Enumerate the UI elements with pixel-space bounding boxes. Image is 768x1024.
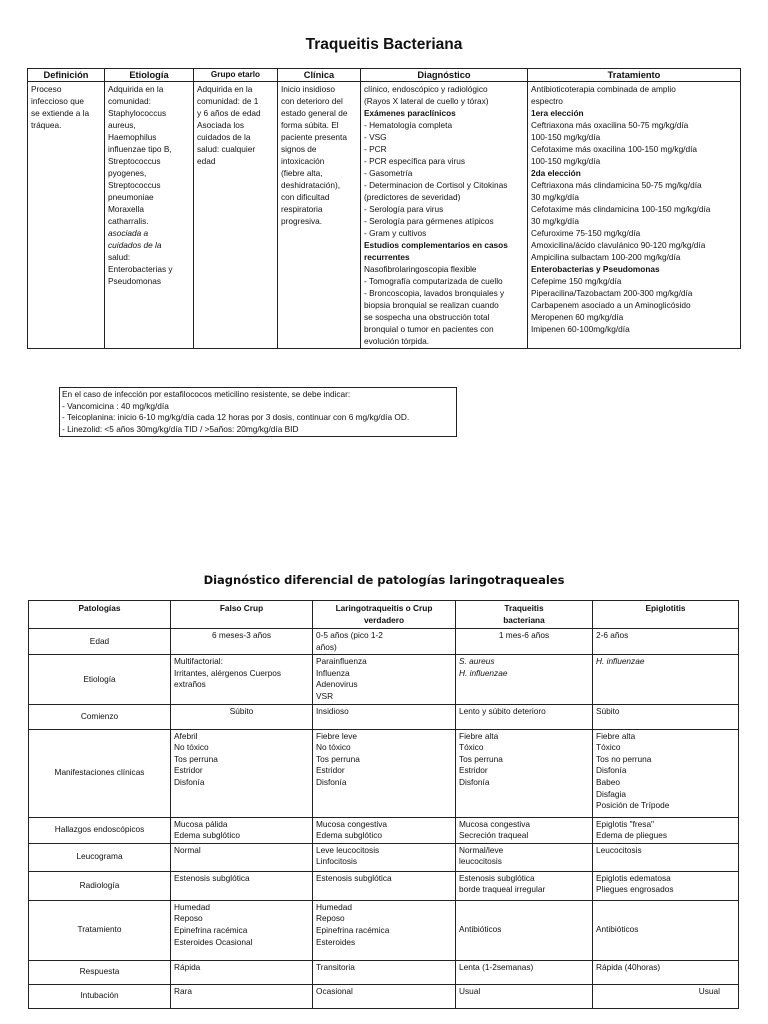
table-cell: [171, 984, 313, 1008]
cell-text-line: Disfonía: [174, 776, 205, 787]
cell-text-line: Laringotraqueitis o Crup: [335, 603, 433, 613]
cell-text-line: - VSG: [364, 132, 387, 142]
cell-text-line: Parainfluenza: [316, 656, 367, 667]
header-laringotraqueitis: [313, 601, 456, 629]
cell-clinica: [278, 82, 361, 349]
cell-text-line: pyogenes,: [108, 168, 147, 178]
table-cell: [593, 629, 739, 655]
cell-text-line: No tóxico: [316, 742, 351, 753]
row-label: Intubación: [29, 984, 171, 1008]
cell-text-line: progresiva.: [281, 216, 323, 226]
header-clinica: Clínica: [278, 69, 361, 82]
cell-text-line: - Gram y cultivos: [364, 228, 427, 238]
cell-text-line: Reposo: [316, 913, 345, 924]
table-cell: [593, 871, 739, 900]
table-cell: [313, 871, 456, 900]
cell-text-line: No tóxico: [174, 742, 209, 753]
cell-text-line: años): [316, 641, 337, 652]
cell-text-line: Staphylococcus: [108, 108, 167, 118]
cell-text-line: Antibióticos: [596, 924, 639, 935]
cell-text-line: - Teicoplanina: inicio 6-10 mg/kg/día cada 12 horas por 3 dosis, continuar con 6 mg/kg/día OD.: [62, 412, 410, 422]
cell-text-line: - Determinacion de Cortisol y Citokinas: [364, 180, 508, 190]
cell-text-line: Posición de Trípode: [596, 800, 670, 811]
cell-text-line: Antibioticoterapia combinada de amplio: [531, 84, 676, 94]
cell-text-line: Disfagia: [596, 788, 626, 799]
differential-diagnosis-title: Diagnóstico diferencial de patologías laringotraqueales: [203, 573, 565, 587]
cell-text-line: Epinefrina racémica: [174, 924, 248, 935]
cell-text-line: Leucocitosis: [596, 844, 642, 855]
cell-text-line: Insidioso: [316, 705, 349, 716]
cell-text-line: Cefotaxime más oxacilina 100-150 mg/kg/día: [531, 144, 698, 154]
cell-etiologia: [105, 82, 194, 349]
table-cell: [456, 817, 593, 843]
cell-text-line: Secreción traqueal: [459, 830, 529, 841]
table-cell: [456, 843, 593, 871]
cell-text-line: 100-150 mg/kg/día: [531, 156, 601, 166]
cell-text-line: H. influenzae: [596, 656, 645, 667]
header-diagnostico: Diagnóstico: [361, 69, 528, 82]
cell-text-line: Ocasional: [316, 985, 353, 996]
cell-text-line: intoxicación: [281, 156, 325, 166]
header-grupo-etario: Grupo etarlo: [194, 69, 278, 82]
table-cell: [171, 900, 313, 960]
row-label: Comienzo: [29, 704, 171, 729]
cell-text-line: comunidad:: [108, 96, 151, 106]
differential-diagnosis-table: [28, 600, 739, 1009]
table-cell: [313, 704, 456, 729]
table-row: [29, 984, 739, 1008]
cell-text-line: Tóxico: [596, 742, 621, 753]
cell-text-line: Adenovirus: [316, 679, 358, 690]
row-label: Etiología: [29, 655, 171, 704]
table-cell: [456, 629, 593, 655]
header-epiglotitis: [593, 601, 739, 629]
cell-text-line: 0-5 años (pico 1-2: [316, 630, 383, 640]
cell-text-line: Usual: [459, 985, 481, 996]
cell-text-line: Estudios complementarios en casos: [364, 240, 508, 250]
cell-text-line: estado general de: [281, 108, 348, 118]
cell-text-line: 6 meses-3 años: [211, 630, 272, 640]
cell-tratamiento: [528, 82, 741, 349]
cell-text-line: evolución tórpida.: [364, 336, 430, 346]
cell-text-line: borde traqueal irregular: [459, 884, 546, 895]
row-label: Tratamiento: [29, 900, 171, 960]
row-label: Edad: [29, 629, 171, 655]
cell-grupo-etario: [194, 82, 278, 349]
cell-text-line: Disfonía: [316, 776, 347, 787]
cell-text-line: Lento y súbito deterioro: [459, 705, 546, 716]
cell-text-line: Falso Crup: [219, 603, 264, 613]
cell-text-line: Edema subglótico: [174, 830, 240, 841]
table-cell: [456, 984, 593, 1008]
cell-text-line: Disfonía: [459, 776, 490, 787]
row-label: Leucograma: [29, 843, 171, 871]
cell-text-line: Enterobacterias y: [108, 264, 173, 274]
cell-text-line: Usual: [698, 985, 720, 996]
cell-text-line: signos de: [281, 144, 317, 154]
cell-text-line: (Rayos X lateral de cuello y tórax): [364, 96, 489, 106]
cell-text-line: influenzae tipo B,: [108, 144, 172, 154]
cell-text-line: Ampicilina sulbactam 100-200 mg/kg/día: [531, 252, 681, 262]
cell-text-line: Multifactorial:: [174, 656, 223, 667]
mrsa-treatment-note: [59, 387, 457, 437]
cell-text-line: Epiglotitis: [645, 603, 686, 613]
cell-text-line: Tos perruna: [459, 753, 503, 764]
table-cell: [171, 704, 313, 729]
cell-text-line: Estenosis subglótica: [174, 872, 250, 883]
cell-text-line: bacteriana: [503, 614, 545, 625]
cell-text-line: pneumoniae: [108, 192, 154, 202]
cell-text-line: respiratoria: [281, 204, 323, 214]
table-cell: [313, 629, 456, 655]
cell-text-line: Humedad: [316, 901, 352, 912]
table-cell: [313, 843, 456, 871]
cell-text-line: - Hematología completa: [364, 120, 453, 130]
cell-text-line: Mucosa congestiva: [459, 818, 531, 829]
cell-text-line: Súbito: [229, 705, 254, 716]
cell-text-line: Súbito: [596, 705, 620, 716]
cell-text-line: 2-6 años: [596, 630, 629, 640]
cell-text-line: Afebril: [174, 730, 198, 741]
cell-text-line: biopsia bronquial se realizan cuando: [364, 300, 499, 310]
table-cell: [593, 960, 739, 984]
cell-text-line: Fiebre leve: [316, 730, 358, 741]
table-cell: [456, 704, 593, 729]
cell-text-line: Esteroides Ocasional: [174, 936, 253, 947]
cell-text-line: Piperacilina/Tazobactam 200-300 mg/kg/día: [531, 288, 693, 298]
row-label: Respuesta: [29, 960, 171, 984]
cell-text-line: - Tomografía computarizada de cuello: [364, 276, 503, 286]
table-row: [28, 82, 741, 349]
cell-text-line: clínico, endoscópico y radiológico: [364, 84, 488, 94]
table-cell: [593, 984, 739, 1008]
cell-text-line: 30 mg/kg/día: [531, 192, 579, 202]
cell-text-line: 1era elección: [531, 108, 584, 118]
cell-text-line: (fiebre alta,: [281, 168, 323, 178]
cell-text-line: Normal: [174, 844, 201, 855]
cell-text-line: Asociada los: [197, 120, 245, 130]
cell-text-line: Irritantes, alérgenos Cuerpos: [174, 667, 281, 678]
cell-text-line: Influenza: [316, 667, 350, 678]
cell-text-line: - PCR específica para virus: [364, 156, 465, 166]
row-label: Hallazgos endoscópicos: [29, 817, 171, 843]
header-traqueitis-bacteriana: [456, 601, 593, 629]
cell-text-line: Tos perruna: [316, 753, 360, 764]
cell-text-line: Streptococcus: [108, 156, 161, 166]
table-cell: [313, 960, 456, 984]
cell-text-line: recurrentes: [364, 252, 410, 262]
cell-text-line: 2da elección: [531, 168, 581, 178]
table-row: [29, 960, 739, 984]
cell-text-line: tráquea.: [31, 120, 62, 130]
cell-text-line: Epiglotis "fresa": [596, 818, 655, 829]
cell-text-line: - Linezolid: <5 años 30mg/kg/día TID / >5años: 20mg/kg/día BID: [62, 423, 299, 434]
cell-text-line: Humedad: [174, 901, 210, 912]
table-cell: [456, 960, 593, 984]
cell-diagnostico: [361, 82, 528, 349]
cell-text-line: extraños: [174, 679, 206, 690]
cell-text-line: Edema subglótico: [316, 830, 382, 841]
table-cell: [456, 655, 593, 704]
table-row: [29, 629, 739, 655]
cell-text-line: VSR: [316, 690, 334, 701]
cell-text-line: Rápida (40horas): [596, 961, 661, 972]
cell-text-line: verdadero: [363, 614, 405, 625]
table-cell: [593, 817, 739, 843]
cell-text-line: con deterioro del: [281, 96, 343, 106]
table-cell: [593, 655, 739, 704]
table-row: [29, 729, 739, 817]
cell-text-line: En el caso de infección por estafilococos meticilino resistente, se debe indicar:: [62, 389, 351, 399]
cell-text-line: Epinefrina racémica: [316, 924, 390, 935]
cell-text-line: Ceftriaxona más clindamicina 50-75 mg/kg/día: [531, 180, 702, 190]
table-cell: [313, 655, 456, 704]
cell-text-line: deshidratación),: [281, 180, 341, 190]
table-cell: [593, 729, 739, 817]
table-cell: [593, 900, 739, 960]
cell-text-line: comunidad: de 1: [197, 96, 259, 106]
row-label: Radiología: [29, 871, 171, 900]
table-cell: [313, 984, 456, 1008]
cell-text-line: - PCR: [364, 144, 387, 154]
cell-text-line: se sospecha una obstrucción total: [364, 312, 490, 322]
cell-text-line: salud:: [108, 252, 131, 262]
cell-text-line: Meropenen 60 mg/kg/día: [531, 312, 624, 322]
cell-text-line: Tos no perruna: [596, 753, 652, 764]
cell-text-line: Estridor: [174, 765, 203, 776]
cell-text-line: Cefepime 150 mg/kg/día: [531, 276, 622, 286]
header-patologias: [29, 601, 171, 629]
cell-text-line: Proceso: [31, 84, 62, 94]
cell-text-line: - Vancomicina : 40 mg/kg/día: [62, 400, 169, 411]
cell-text-line: con dificultad: [281, 192, 330, 202]
cell-text-line: edad: [197, 156, 216, 166]
cell-text-line: Mucosa congestiva: [316, 818, 388, 829]
cell-text-line: Esteroides: [316, 936, 356, 947]
cell-text-line: Nasofibrolaringoscopia flexible: [364, 264, 477, 274]
cell-definicion: [28, 82, 105, 349]
cell-text-line: Normal/leve: [459, 844, 504, 855]
table-cell: [593, 704, 739, 729]
cell-text-line: Exámenes paraclínicos: [364, 108, 456, 118]
cell-text-line: infeccioso que: [31, 96, 85, 106]
table-cell: [171, 817, 313, 843]
cell-text-line: Antibióticos: [459, 924, 502, 935]
cell-text-line: Estenosis subglótica: [316, 872, 392, 883]
cell-text-line: Lenta (1-2semanas): [459, 961, 534, 972]
cell-text-line: Estridor: [459, 765, 488, 776]
cell-text-line: Haemophilus: [108, 132, 157, 142]
table-row: [29, 871, 739, 900]
cell-text-line: Fiebre alta: [459, 730, 499, 741]
cell-text-line: - Gasometría: [364, 168, 413, 178]
cell-text-line: S. aureus: [459, 656, 495, 667]
header-definicion: Definición: [28, 69, 105, 82]
cell-text-line: Adquirida en la: [108, 84, 164, 94]
table-cell: [171, 629, 313, 655]
tracheitis-summary-table: [27, 68, 741, 349]
table-cell: [313, 817, 456, 843]
cell-text-line: cuidados de la: [108, 240, 162, 250]
cell-text-line: Imipenen 60-100mg/kg/día: [531, 324, 630, 334]
table-header-row: [29, 601, 739, 629]
cell-text-line: Cefuroxime 75-150 mg/kg/día: [531, 228, 641, 238]
cell-text-line: Estenosis subglótica: [459, 872, 535, 883]
cell-text-line: Pliegues engrosados: [596, 884, 674, 895]
header-tratamiento: Tratamiento: [528, 69, 741, 82]
cell-text-line: Cefotaxime más clindamicina 100-150 mg/kg/día: [531, 204, 711, 214]
cell-text-line: Tóxico: [459, 742, 484, 753]
cell-text-line: Rara: [174, 985, 192, 996]
table-row: [29, 655, 739, 704]
cell-text-line: Transitoria: [316, 961, 355, 972]
cell-text-line: (predictores de severidad): [364, 192, 461, 202]
cell-text-line: Fiebre alta: [596, 730, 636, 741]
cell-text-line: bronquial o tumor en pacientes con: [364, 324, 494, 334]
header-etiologia: Etiología: [105, 69, 194, 82]
cell-text-line: espectro: [531, 96, 563, 106]
table-cell: [313, 900, 456, 960]
table-cell: [456, 871, 593, 900]
cell-text-line: paciente presenta: [281, 132, 347, 142]
cell-text-line: 30 mg/kg/día: [531, 216, 579, 226]
cell-text-line: - Broncoscopia, lavados bronquiales y: [364, 288, 505, 298]
cell-text-line: Estridor: [316, 765, 345, 776]
cell-text-line: Disfonía: [596, 765, 627, 776]
cell-text-line: se extiende a la: [31, 108, 90, 118]
cell-text-line: 100-150 mg/kg/día: [531, 132, 601, 142]
table-header-row: [28, 69, 741, 82]
row-label: Manifestaciones clínicas: [29, 729, 171, 817]
cell-text-line: catharralis.: [108, 216, 149, 226]
cell-text-line: aureus,: [108, 120, 136, 130]
header-falso-crup: [171, 601, 313, 629]
cell-text-line: Pseudomonas: [108, 276, 162, 286]
cell-text-line: Babeo: [596, 776, 620, 787]
cell-text-line: Tos perruna: [174, 753, 218, 764]
cell-text-line: Epiglotis edematosa: [596, 872, 671, 883]
cell-text-line: Adquirida en la: [197, 84, 253, 94]
document-title: Traqueitis Bacteriana: [305, 36, 463, 53]
cell-text-line: Carbapenem asociado a un Aminoglicósido: [531, 300, 691, 310]
table-cell: [456, 900, 593, 960]
table-cell: [313, 729, 456, 817]
cell-text-line: 1 mes-6 años: [498, 630, 550, 640]
cell-text-line: leucocitosis: [459, 856, 502, 867]
cell-text-line: Amoxicilina/ácido clavulánico 90-120 mg/kg/día: [531, 240, 706, 250]
cell-text-line: Enterobacterias y Pseudomonas: [531, 264, 660, 274]
cell-text-line: H. influenzae: [459, 667, 508, 678]
cell-text-line: Streptococcus: [108, 180, 161, 190]
cell-text-line: salud: cualquier: [197, 144, 256, 154]
cell-text-line: forma súbita. El: [281, 120, 339, 130]
cell-text-line: Linfocitosis: [316, 856, 358, 867]
cell-text-line: y 6 años de edad: [197, 108, 261, 118]
table-cell: [171, 655, 313, 704]
cell-text-line: Traqueitis: [504, 603, 544, 613]
table-cell: [171, 960, 313, 984]
cell-text-line: Ceftriaxona más oxacilina 50-75 mg/kg/día: [531, 120, 689, 130]
cell-text-line: Edema de pliegues: [596, 830, 668, 841]
table-row: [29, 817, 739, 843]
cell-text-line: Moraxella: [108, 204, 144, 214]
cell-text-line: asociada a: [108, 228, 149, 238]
table-cell: [171, 871, 313, 900]
cell-text-line: Rápida: [174, 961, 201, 972]
table-cell: [171, 843, 313, 871]
table-row: [29, 843, 739, 871]
cell-text-line: cuidados de la: [197, 132, 251, 142]
cell-text-line: Patologías: [78, 603, 121, 613]
cell-text-line: Inicio insidioso: [281, 84, 335, 94]
cell-text-line: Mucosa pálida: [174, 818, 228, 829]
cell-text-line: Leve leucocitosis: [316, 844, 380, 855]
table-cell: [456, 729, 593, 817]
cell-text-line: Reposo: [174, 913, 203, 924]
table-row: [29, 704, 739, 729]
table-row: [29, 900, 739, 960]
cell-text-line: - Serología para gérmenes atípicos: [364, 216, 494, 226]
table-cell: [171, 729, 313, 817]
table-cell: [593, 843, 739, 871]
cell-text-line: - Serología para virus: [364, 204, 444, 214]
